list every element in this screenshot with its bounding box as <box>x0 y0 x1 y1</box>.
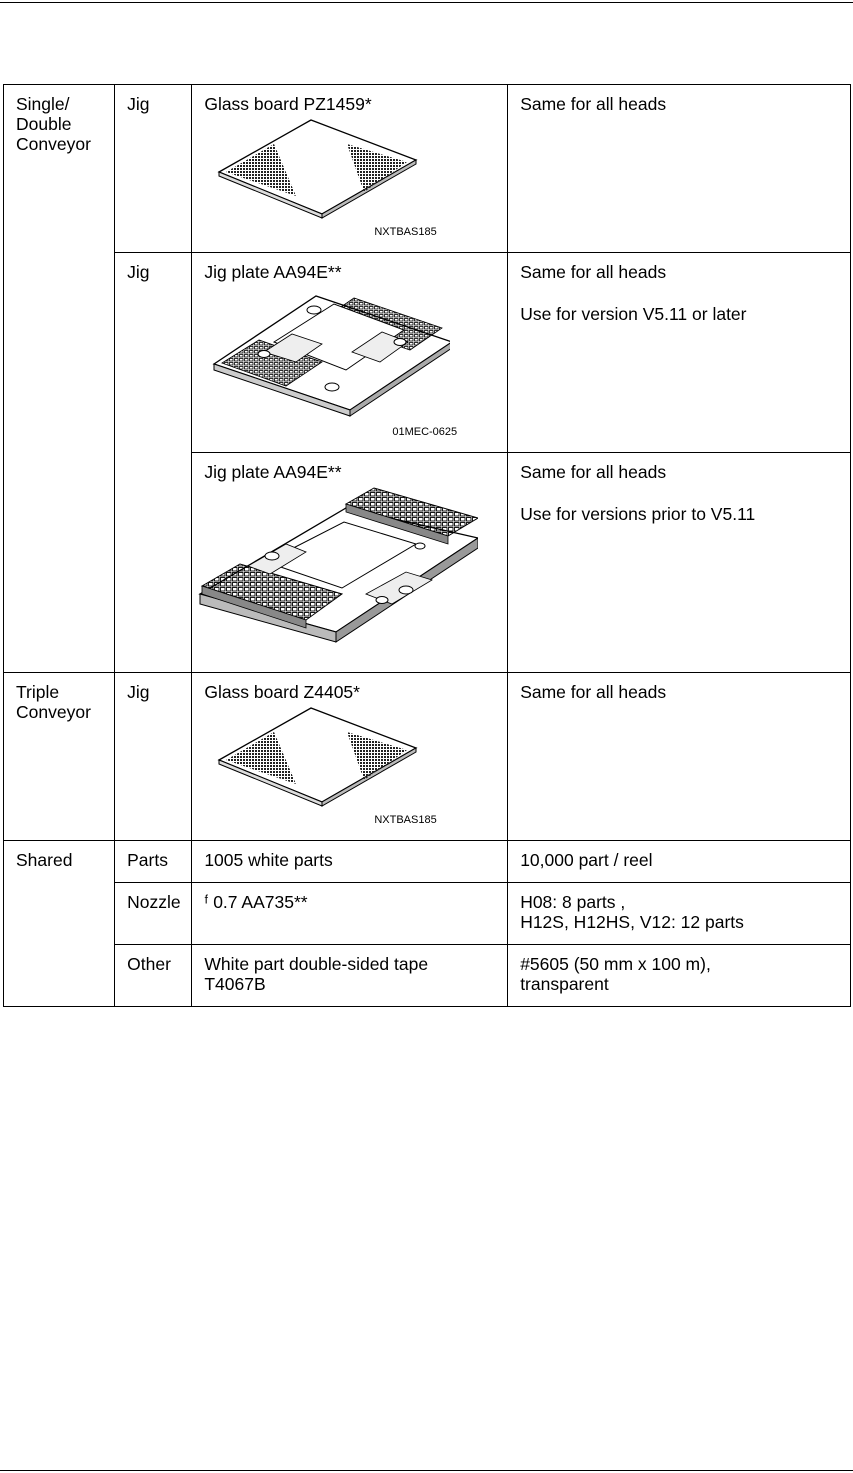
item-label: Jig plate AA94E** <box>204 462 342 482</box>
figure-code: NXTBAS185 <box>374 814 437 826</box>
note-text: Same for all heads <box>520 94 667 114</box>
note-cell <box>508 673 851 841</box>
note-cell <box>508 453 851 673</box>
type-cell: Jig <box>115 85 192 253</box>
item-cell: White part double-sided tape T4067B <box>192 945 508 1007</box>
item-cell <box>192 253 508 453</box>
note-cell: 10,000 part / reel <box>508 841 851 883</box>
note-cell <box>508 253 851 453</box>
item-cell: ᶠ 0.7 AA735** <box>192 883 508 945</box>
item-cell <box>192 673 508 841</box>
type-cell: Jig <box>115 253 192 673</box>
note-text: Same for all heads <box>520 682 667 702</box>
glass-board-icon <box>204 702 450 830</box>
footer-rule <box>0 1470 853 1471</box>
header-rule <box>0 2 853 3</box>
note-text: Use for versions prior to V5.11 <box>520 504 756 524</box>
group-cell: Shared <box>4 841 115 1007</box>
jig-plate-icon <box>204 282 450 432</box>
glass-board-figure <box>204 114 495 242</box>
table-row <box>4 841 851 883</box>
type-cell: Other <box>115 945 192 1007</box>
table-row <box>4 253 851 453</box>
type-cell: Jig <box>115 673 192 841</box>
note-text: Use for version V5.11 or later <box>520 304 747 324</box>
figure-code: 01MEC-0625 <box>392 426 458 438</box>
note-cell <box>508 85 851 253</box>
note-cell: #5605 (50 mm x 100 m), transparent <box>508 945 851 1007</box>
jig-plate-icon <box>196 482 478 662</box>
item-cell <box>192 85 508 253</box>
note-cell: H08: 8 parts , H12S, H12HS, V12: 12 parts <box>508 883 851 945</box>
item-label: Glass board PZ1459* <box>204 94 372 114</box>
spec-table <box>3 84 851 1007</box>
jig-plate-figure <box>204 282 495 442</box>
item-label: Jig plate AA94E** <box>204 262 342 282</box>
glass-board-icon <box>204 114 450 242</box>
group-cell: Single/ Double Conveyor <box>4 85 115 673</box>
jig-plate-figure <box>196 482 495 662</box>
note-text: Same for all heads <box>520 462 667 482</box>
item-cell <box>192 453 508 673</box>
group-cell: Triple Conveyor <box>4 673 115 841</box>
table-row <box>4 883 851 945</box>
figure-code: NXTBAS185 <box>374 226 437 238</box>
glass-board-figure <box>204 702 495 830</box>
item-cell: 1005 white parts <box>192 841 508 883</box>
type-cell: Parts <box>115 841 192 883</box>
type-cell: Nozzle <box>115 883 192 945</box>
item-label: Glass board Z4405* <box>204 682 360 702</box>
table-row <box>4 85 851 253</box>
table-row <box>4 673 851 841</box>
table-row <box>4 945 851 1007</box>
note-text: Same for all heads <box>520 262 667 282</box>
